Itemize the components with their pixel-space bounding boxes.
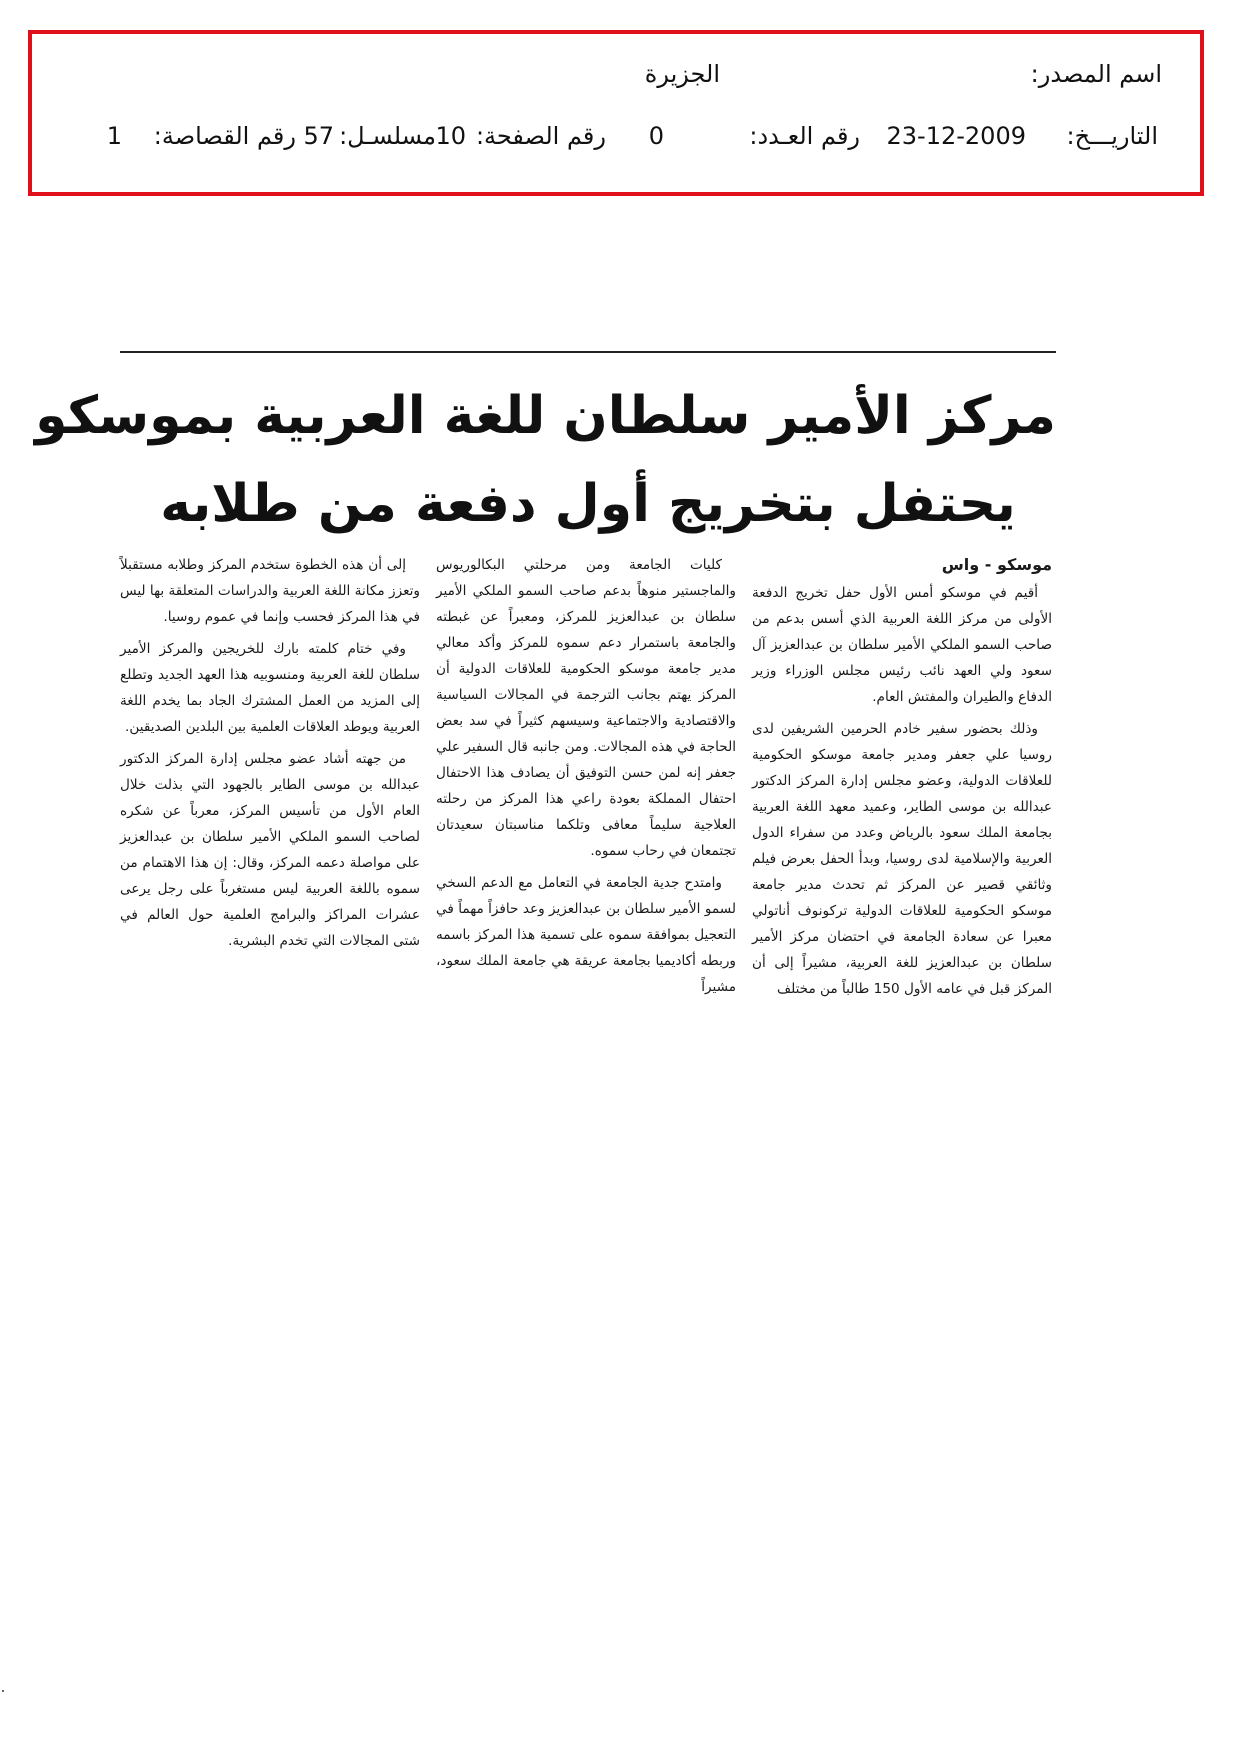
clipping-label: رقم القصاصة: bbox=[153, 122, 296, 150]
article-column-right bbox=[752, 552, 1052, 1008]
page-value: 0 bbox=[648, 122, 664, 150]
article-paragraph: وذلك بحضور سفير خادم الحرمين الشريفين لدى روسيا علي جعفر ومدير جامعة موسكو الحكومية للعلاقات الدولية، وعضو مجلس إدارة المركز الدكتور عبدالله بن موسى الطاير، وعميد معهد اللغة العربية بجامعة الملك سعود بالرياض وعدد من سفراء الدول العربية والإسلامية لدى روسيا، وبدأ الحفل بعرض فيلم وثائقي قصير عن المركز ثم تحدث مدير جامعة موسكو الحكومية للعلاقات الدولية تركونوف أناتولي معبرا عن سعادة الجامعة في احتضان مركز الأمير سلطان بن عبدالعزيز للغة العربية، مشيراً إلى أن المركز قبل في عامه الأول 150 طالباً من مختلف bbox=[752, 721, 1052, 997]
article-paragraph: إلى أن هذه الخطوة ستخدم المركز وطلابه مستقبلاً وتعزز مكانة اللغة العربية والدراسات المتعلقة بها ليس في هذا المركز فحسب وإنما في عموم روسيا. bbox=[120, 557, 420, 625]
meta-row-source bbox=[32, 60, 1200, 100]
clipping-value: 57 bbox=[303, 122, 334, 150]
source-label: اسم المصدر: bbox=[1030, 60, 1162, 88]
article-paragraph: كليات الجامعة ومن مرحلتي البكالوريوس والماجستير منوهاً بدعم صاحب السمو الملكي الأمير سلطان بن عبدالعزيز للمركز، ومعبراً عن غبطته والجامعة باستمرار دعم سموه للمركز وأكد معالي مدير جامعة موسكو الحكومية للعلاقات الدولية أن المركز يهتم بجانب الترجمة في المجالات السياسية والاقتصادية والاجتماعية وسيسهم كثيراً في سد بعض الحاجة في هذه المجالات. ومن جانبه قال السفير علي جعفر إنه لمن حسن التوفيق أن يصادف هذا الاحتفال احتفال المملكة بعودة راعي هذا المركز من رحلته العلاجية سليماً معافى وتلكما مناسبتان سعيدتان تجتمعان في رحاب سموه. bbox=[436, 557, 736, 859]
article-dateline: موسكو - واس bbox=[941, 555, 1052, 574]
page-label: رقم الصفحة: bbox=[475, 122, 606, 150]
article-paragraph: وفي ختام كلمته بارك للخريجين والمركز الأمير سلطان للغة العربية ومنسوبيه هذا العهد الجديد وتطلع إلى المزيد من العمل المشترك الجاد بما يخدم اللغة العربية ويوطد العلاقات العلمية بين البلدين الصديقين. bbox=[120, 641, 420, 735]
scan-artifact-dot bbox=[2, 1690, 4, 1692]
article-paragraph: وامتدح جدية الجامعة في التعامل مع الدعم السخي لسمو الأمير سلطان بن عبدالعزيز وعد حافزاً مهماً في التعجيل بموافقة سموه على تسمية هذا المركز باسمه وربطه أكاديميا بجامعة عريقة هي جامعة الملك سعود، مشيراً bbox=[436, 875, 736, 995]
clipping-metadata-box bbox=[28, 30, 1204, 196]
article-column-left bbox=[120, 552, 420, 960]
extra-value: 1 bbox=[106, 122, 122, 150]
meta-row-details bbox=[32, 122, 1200, 162]
article-paragraph: من جهته أشاد عضو مجلس إدارة المركز الدكتور عبدالله بن موسى الطاير بالجهود التي بذلت خلال العام الأول من تأسيس المركز، معرباً عن شكره لصاحب السمو الملكي الأمير سلطان بن عبدالعزيز على مواصلة دعمه المركز، وقال: إن هذا الاهتمام من سموه باللغة العربية ليس مستغرباً على رجل يرعى عشرات المراكز والبرامج العلمية حول العالم في شتى المجالات التي تخدم البشرية. bbox=[120, 751, 420, 949]
headline-line-1: مركز الأمير سلطان للغة العربية بموسكو bbox=[35, 386, 1056, 446]
serial-value: 10 bbox=[435, 122, 466, 150]
source-value: الجزيرة bbox=[644, 60, 720, 88]
serial-label: مسلسـل: bbox=[339, 122, 436, 150]
article-paragraph: أقيم في موسكو أمس الأول حفل تخريج الدفعة الأولى من مركز اللغة العربية الذي أسس بدعم من صاحب السمو الملكي الأمير سلطان بن عبدالعزيز آل سعود ولي العهد نائب رئيس مجلس الوزراء وزير الدفاع والطيران والمفتش العام. bbox=[752, 585, 1052, 705]
issue-label: رقم العـدد: bbox=[749, 122, 860, 150]
headline-rule bbox=[120, 351, 1056, 353]
article-headline bbox=[35, 372, 1056, 548]
article-column-middle bbox=[436, 552, 736, 1006]
date-label: التاريـــخ: bbox=[1066, 122, 1158, 150]
date-value: 23-12-2009 bbox=[886, 122, 1026, 150]
headline-line-2: يحتفل بتخريج أول دفعة من طلابه bbox=[160, 474, 1016, 534]
